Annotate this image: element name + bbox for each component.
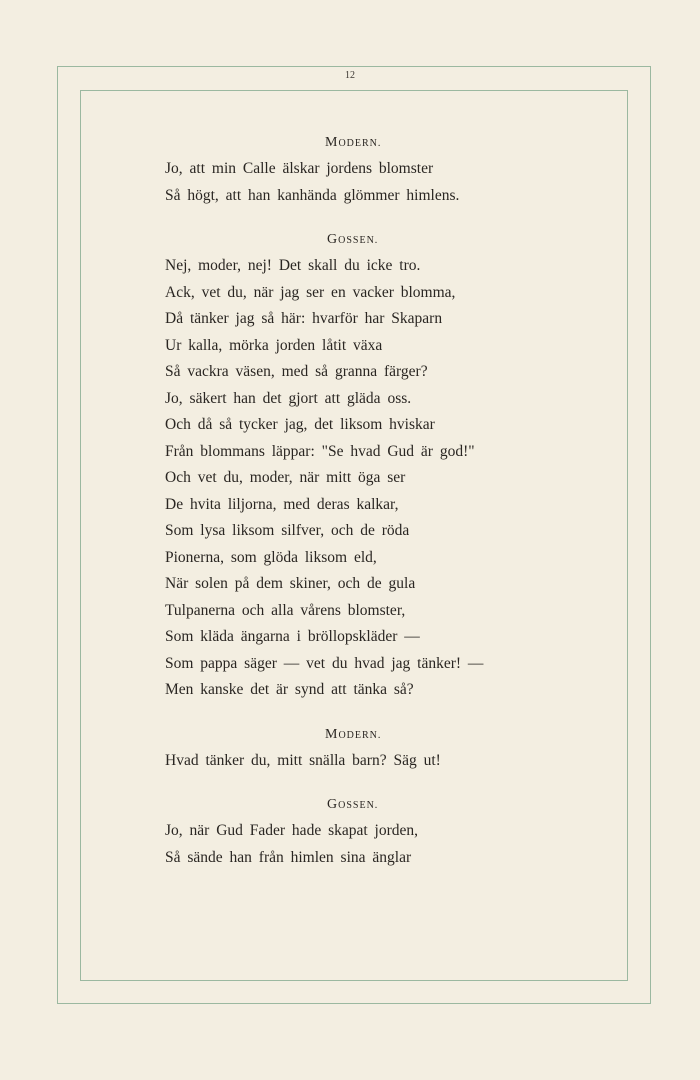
verse-line: Ack, vet du, när jag ser en vacker blomma, <box>165 283 456 301</box>
speaker-label: GOSSEN. <box>327 797 379 812</box>
verse-line: Så högt, att han kanhända glömmer himlens. <box>165 186 460 204</box>
verse-line: Jo, när Gud Fader hade skapat jorden, <box>165 822 419 839</box>
verse-line: Jo, säkert han det gjort att gläda oss. <box>165 389 412 407</box>
verse-line: Och vet du, moder, när mitt öga ser <box>165 469 406 486</box>
speaker-label: GOSSEN. <box>327 232 379 247</box>
verse-line: De hvita liljorna, med deras kalkar, <box>165 495 399 513</box>
verse-line: Och då så tycker jag, det liksom hviskar <box>165 416 435 433</box>
verse-line: Men kanske det är synd att tänka så? <box>165 681 414 698</box>
verse-line: Som kläda ängarna i bröllopskläder — <box>165 628 420 645</box>
verse-line: Hvad tänker du, mitt snälla barn? Säg ut! <box>165 751 441 769</box>
verse-line: Som pappa säger — vet du hvad jag tänker! — <box>165 654 484 672</box>
verse-line: Så vackra väsen, med så granna färger? <box>165 363 428 380</box>
verse-line: Nej, moder, nej! Det skall du icke tro. <box>165 257 421 274</box>
verse-line: Från blommans läppar: "Se hvad Gud är god!" <box>165 442 475 460</box>
verse-line: Så sände han från himlen sina änglar <box>165 848 412 866</box>
verse-line: Då tänker jag så här: hvarför har Skaparn <box>165 310 443 327</box>
page-number: 12 <box>345 70 355 81</box>
verse-line: Tulpanerna och alla vårens blomster, <box>165 601 406 619</box>
verse-line: När solen på dem skiner, och de gula <box>165 575 416 592</box>
speaker-label: MODERN. <box>325 135 382 150</box>
verse-line: Jo, att min Calle älskar jordens blomster <box>165 160 434 177</box>
verse-line: Ur kalla, mörka jorden låtit växa <box>165 336 383 354</box>
verse-line: Pionerna, som glöda liksom eld, <box>165 548 377 566</box>
speaker-label: MODERN. <box>325 726 382 742</box>
poem-text <box>165 132 605 871</box>
verse-line: Som lysa liksom silfver, och de röda <box>165 522 410 539</box>
